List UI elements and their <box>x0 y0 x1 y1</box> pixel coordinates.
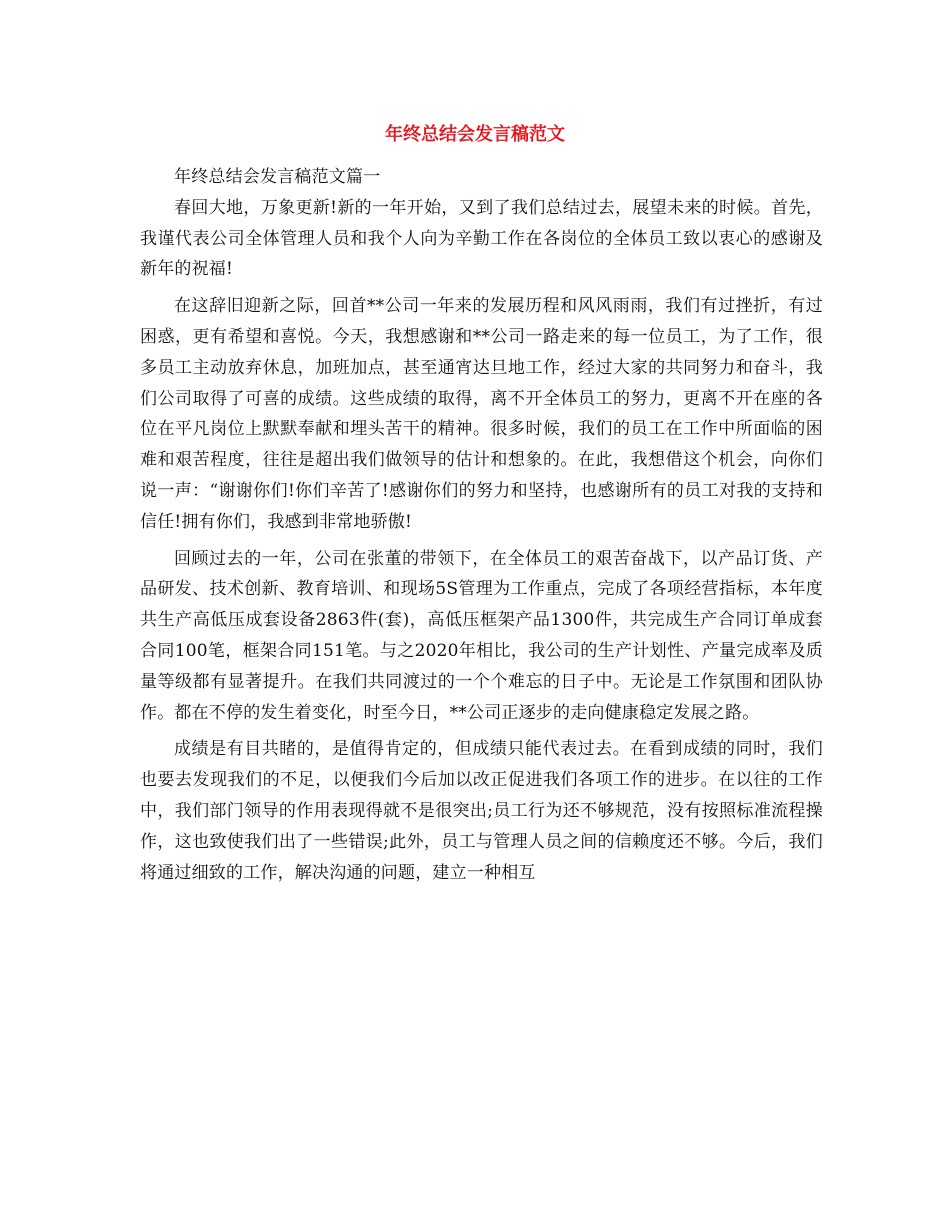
section-heading: 年终总结会发言稿范文篇一 <box>174 167 381 187</box>
paragraph: 成绩是有目共睹的，是值得肯定的，但成绩只能代表过去。在看到成绩的同时，我们也要去发现我们的不足，以便我们今后加以改正促进我们各项工作的进步。在以往的工作中，我们部门领导的作用表现得就不是很突出;员工行为还不够规范，没有按照标准流程操作，这也致使我们出了一些错误;此外，员工与管理人员之间的信赖度还不够。今后，我们将通过细致的工作，解决沟通的问题，建立一种相互 <box>140 739 823 883</box>
paragraph: 在这辞旧迎新之际，回首**公司一年来的发展历程和风风雨雨，我们有过挫折，有过困惑，更有希望和喜悦。今天，我想感谢和**公司一路走来的每一位员工，为了工作，很多员工主动放弃休息，加班加点，甚至通宵达旦地工作，经过大家的共同努力和奋斗，我们公司取得了可喜的成绩。这些成绩的取得，离不开全体员工的努力，更离不开在座的各位在平凡岗位上默默奉献和埋头苦干的精神。很多时候，我们的员工在工作中所面临的困难和艰苦程度，往往是超出我们做领导的估计和想象的。在此，我想借这个机会，向你们说一声：“谢谢你们!你们辛苦了!感谢你们的努力和坚持，也感谢所有的员工对我的支持和信任!拥有你们，我感到非常地骄傲! <box>140 296 823 532</box>
paragraph: 春回大地，万象更新!新的一年开始，又到了我们总结过去，展望未来的时候。首先，我谨代表公司全体管理人员和我个人向为辛勤工作在各岗位的全体员工致以衷心的感谢及新年的祝福! <box>140 197 823 280</box>
document-title: 年终总结会发言稿范文 <box>385 124 565 145</box>
paragraph: 回顾过去的一年，公司在张董的带领下，在全体员工的艰苦奋战下，以产品订货、产品研发、技术创新、教育培训、和现场5S管理为工作重点，完成了各项经营指标，本年度共生产高低压成套设备2863件(套)，高低压框架产品1300件，共完成生产合同订单成套合同100笔，框架合同151笔。与之2020年相比，我公司的生产计划性、产量完成率及质量等级都有显著提升。在我们共同渡过的一个个难忘的日子中。无论是工作氛围和团队协作。都在不停的发生着变化，时至今日，**公司正逐步的走向健康稳定发展之路。 <box>140 548 823 723</box>
document-body <box>140 162 823 888</box>
